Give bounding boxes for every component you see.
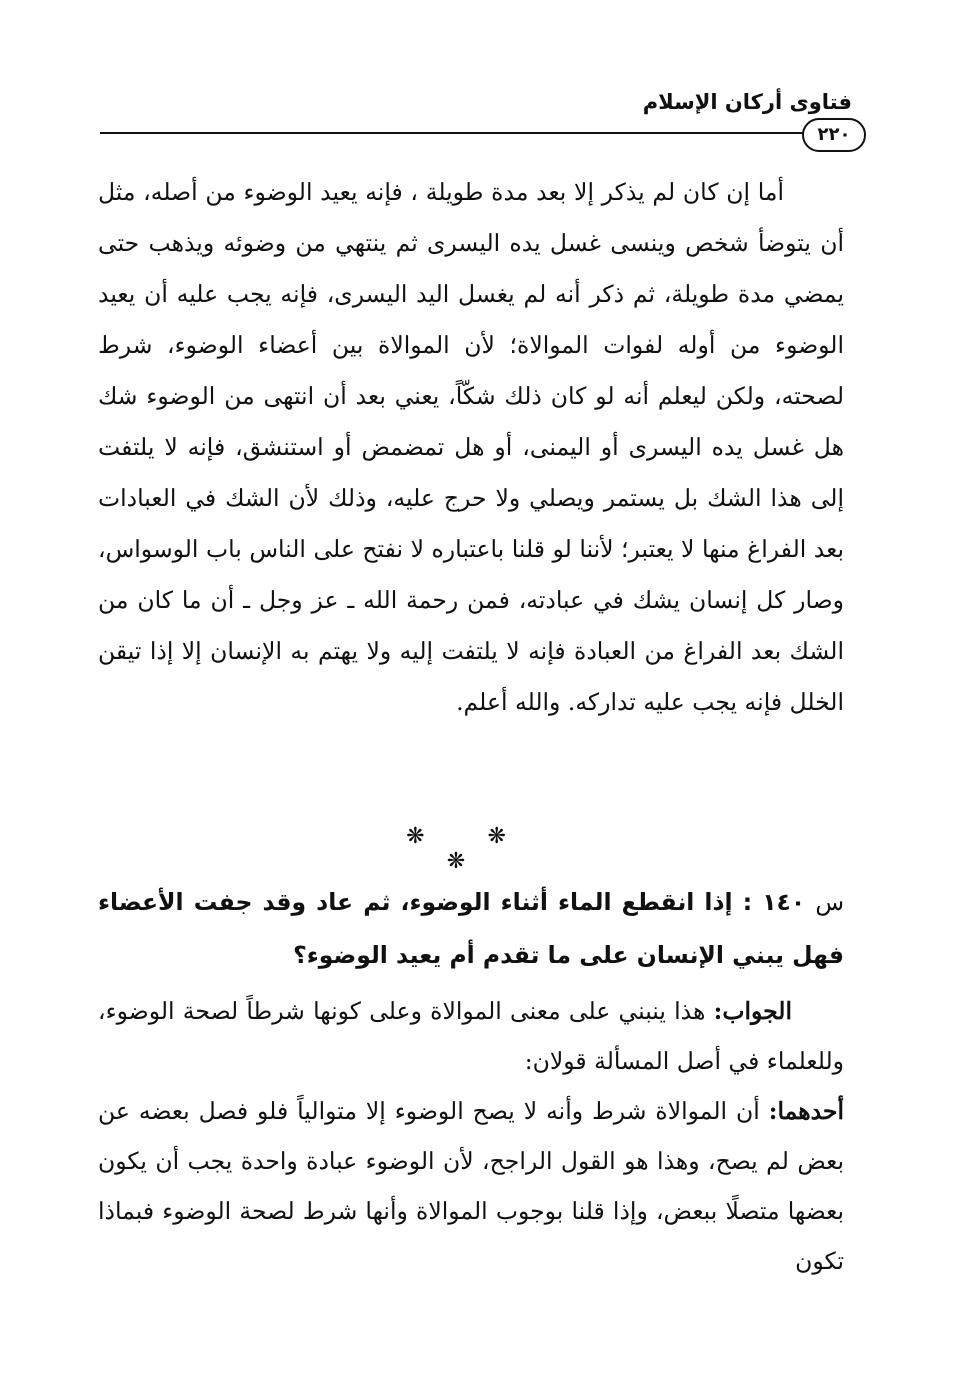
page-number-badge: ٢٢٠: [802, 118, 866, 152]
question-marker: س: [815, 888, 844, 916]
opinion-text: أن الموالاة شرط وأنه لا يصح الوضوء إلا متوالياً فلو فصل بعضه عن بعض لم يصح، وهذا هو القول الراجح، لأن الوضوء عبادة واحدة يجب أن يكون بعضها متصلًا ببعض، وإذا قلنا بوجوب الموالاة وأنها شرط لصحة الوضوء فبماذا تكون: [98, 1097, 844, 1275]
answer-text: هذا ينبني على معنى الموالاة وعلى كونها شرطاً لصحة الوضوء، وللعلماء في أصل المسألة قولان:: [98, 997, 844, 1075]
paragraph-text: أما إن كان لم يذكر إلا بعد مدة طويلة ، فإنه يعيد الوضوء من أصله، مثل أن يتوضأ شخص وينسى غسل يده اليسرى ثم ينتهي من وضوئه ويذهب حتى يمضي مدة طويلة، ثم ذكر أنه لم يغسل اليد اليسرى، فإنه يجب عليه أن يعيد الوضوء من أوله لفوات الموالاة؛ لأن الموالاة بين أعضاء الوضوء، شرط لصحته، ولكن ليعلم أنه لو كان ذلك شكّاً، يعني بعد أن انتهى من الوضوء شك هل غسل يده اليسرى أو اليمنى، أو هل تمضمض أو استنشق، فإنه لا يلتفت إلى هذا الشك بل يستمر ويصلي ولا حرج عليه، وذلك لأن الشك في العبادات بعد الفراغ منها لا يعتبر؛ لأننا لو قلنا باعتباره لا نفتح على الناس باب الوسواس، وصار كل إنسان يشك في عبادته، فمن رحمة الله ـ عز وجل ـ أن ما كان من الشك بعد الفراغ من العبادة فإنه لا يلتفت إليه ولا يهتم به الإنسان إلا إذا تيقن الخلل فإنه يجب عليه تداركه. والله أعلم.: [98, 178, 844, 716]
question-number: ١٤٠: [762, 888, 806, 916]
question-colon: :: [742, 888, 753, 916]
section-separator-stars: ❋ ❋ ❋: [406, 824, 534, 874]
question-text: إذا انقطع الماء أثناء الوضوء، ثم عاد وقد جفت الأعضاء فهل يبني الإنسان على ما تقدم أم يعيد الوضوء؟: [98, 888, 844, 969]
answer-paragraph: [98, 986, 844, 1086]
running-header-title: فتاوى أركان الإسلام: [642, 90, 852, 114]
opinion-lead: أحدهما:: [768, 1097, 844, 1125]
answer-lead: الجواب:: [713, 997, 792, 1025]
body-paragraph: [98, 167, 844, 728]
opinion-paragraph: [98, 1086, 844, 1286]
answer-block: [98, 986, 844, 1286]
header-rule: [100, 132, 834, 134]
question-block: [98, 876, 844, 982]
